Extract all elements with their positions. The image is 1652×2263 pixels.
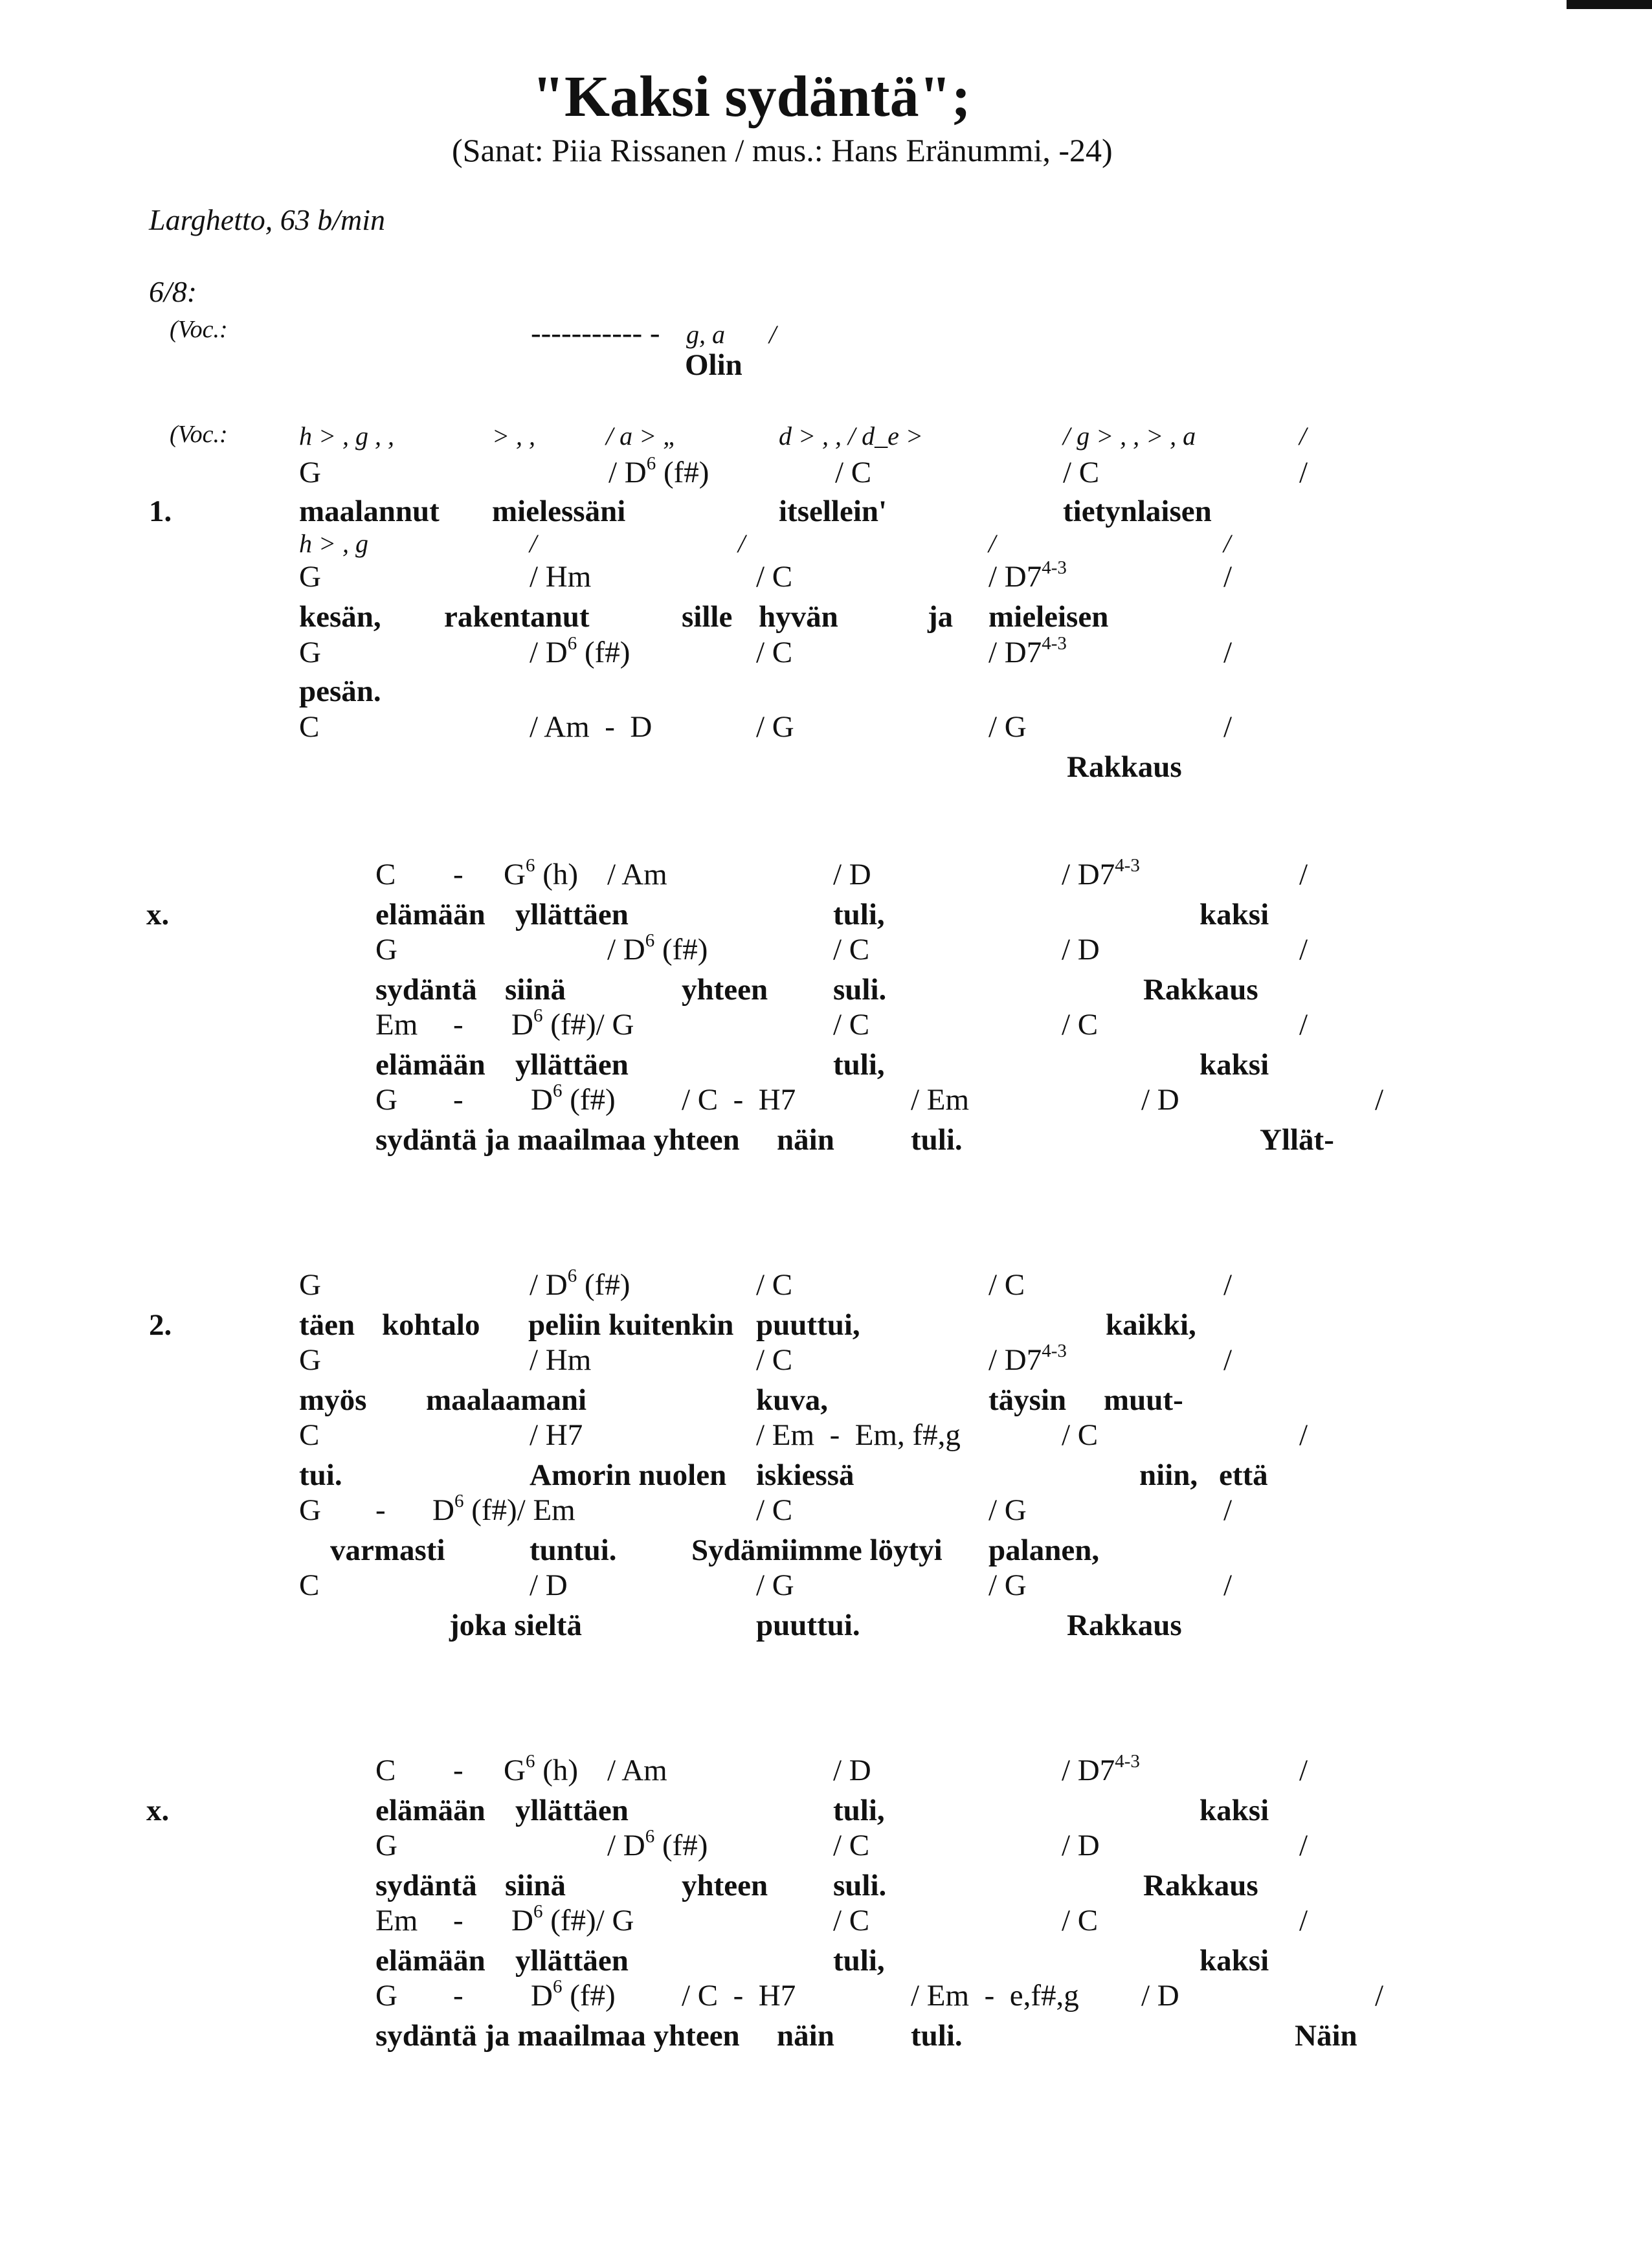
lyric-word: pesän.: [299, 674, 381, 708]
lyric-word: tuli,: [833, 1794, 885, 1827]
chord: / D7$^{4-3}$: [988, 1341, 1067, 1377]
barline: /: [1223, 560, 1233, 594]
chord: / C: [1063, 456, 1100, 489]
lyric-word: sydäntä: [375, 1869, 477, 1902]
chord: C: [375, 858, 396, 891]
chord: C: [299, 1568, 320, 1602]
lyric-word: yllättäen: [515, 1794, 629, 1827]
barline: /: [1299, 933, 1308, 966]
chord: $D^6$ (f#)/ G: [511, 1901, 634, 1937]
chord: G: [299, 1268, 321, 1302]
chord: / $D^6$ (f#): [607, 1826, 708, 1862]
chord: / C: [988, 1268, 1025, 1302]
barline: /: [1299, 1829, 1308, 1862]
chord: G: [299, 636, 321, 669]
chord: / D: [1062, 933, 1100, 966]
chord: / D7$^{4-3}$: [1062, 1751, 1140, 1787]
chord: / Em: [911, 1083, 970, 1117]
lyric-word: peliin kuitenkin: [528, 1308, 734, 1342]
chord: / Am - D: [530, 710, 653, 744]
chord: / D7$^{4-3}$: [988, 557, 1067, 594]
chord: / C - H7: [682, 1979, 796, 2012]
barline: /: [1375, 1979, 1384, 2012]
chord: G: [299, 456, 321, 489]
chord: / G: [988, 710, 1027, 744]
scan-edge-mark: [1567, 0, 1652, 9]
lyric-word: maalannut: [299, 495, 440, 528]
lyric-word: sydäntä: [375, 973, 477, 1007]
chord: / G: [988, 1568, 1027, 1602]
chord: / D: [833, 1754, 871, 1787]
song-credits: (Sanat: Piia Rissanen / mus.: Hans Eränummi, -24): [452, 132, 1113, 168]
barline: /: [1223, 1268, 1233, 1302]
lyric-word: ja: [928, 600, 954, 634]
lyric-word: suli.: [833, 1869, 887, 1902]
lyric-word: Rakkaus: [1143, 973, 1258, 1007]
lyric-word: Sydämiimme löytyi: [691, 1533, 943, 1567]
barline: /: [1299, 1904, 1308, 1937]
lyric-word: Rakkaus: [1067, 1609, 1182, 1642]
chord: / D: [833, 858, 871, 891]
melody-note: / g > , , > , a: [1063, 421, 1196, 451]
barline: /: [1299, 1418, 1308, 1452]
chord: / Am: [607, 1754, 667, 1787]
lyric-word: Näin: [1295, 2019, 1357, 2053]
lyric-word: siinä: [505, 973, 566, 1007]
chord: / G: [988, 1493, 1027, 1527]
chorus-label: x.: [146, 1794, 170, 1827]
lyric-word: kohtalo: [382, 1308, 480, 1342]
barline: /: [1223, 636, 1233, 669]
lyric-word: Amorin nuolen: [530, 1458, 727, 1492]
lyric-word: siinä: [505, 1869, 566, 1902]
lyric-word: mielessäni: [492, 495, 626, 528]
chord: / $D^6$ (f#): [608, 453, 709, 489]
chord-dash: -: [453, 1083, 463, 1117]
lyric-word: kesän,: [299, 600, 381, 634]
chord: / C: [756, 1493, 793, 1527]
chord: / Am: [607, 858, 667, 891]
melody-barline: /: [988, 529, 996, 558]
lyric-word: tuli,: [833, 898, 885, 931]
lyric-word: rakentanut: [444, 600, 590, 634]
lyric-word: maalaamani: [426, 1383, 587, 1417]
chord: / D7$^{4-3}$: [1062, 855, 1140, 891]
melody-note: / a > „: [606, 421, 678, 451]
chord: G: [299, 1493, 321, 1527]
chord: / H7: [530, 1418, 583, 1452]
chord: G: [375, 933, 397, 966]
chord: $G^6$ (h): [504, 1751, 579, 1787]
chord: Em: [375, 1008, 418, 1042]
chord: $D^6$ (f#)/ Em: [432, 1491, 575, 1527]
melody-barline: /: [530, 529, 537, 558]
lyric-word: Yllät-: [1260, 1123, 1334, 1157]
chord: / $D^6$ (f#): [607, 930, 708, 966]
voice-label: (Voc.:: [170, 421, 228, 448]
melody-barline: /: [1223, 529, 1231, 558]
barline: /: [1223, 1343, 1233, 1377]
chord: / Hm: [530, 1343, 592, 1377]
lyric-word: kuva,: [756, 1383, 829, 1417]
chord: / $D^6$ (f#): [530, 633, 631, 669]
chord: / C: [835, 456, 872, 489]
chord: C: [299, 1418, 320, 1452]
melody-barline: /: [738, 529, 746, 558]
melody-note: h > , g: [299, 529, 368, 558]
chord: / C: [756, 1268, 793, 1302]
lyric-word: hyvän: [759, 600, 838, 634]
chord: / C: [833, 1008, 870, 1042]
melody-note: d > , , / d_e >: [779, 421, 923, 451]
barline: /: [1223, 1493, 1233, 1527]
chord: $D^6$ (f#): [531, 1976, 616, 2012]
chord: G: [299, 560, 321, 594]
lyric-word: elämään: [375, 1794, 486, 1827]
lyric-word: joka sieltä: [449, 1609, 582, 1642]
barline: /: [1299, 456, 1308, 489]
chorus-label: x.: [146, 898, 170, 931]
chord-dash: -: [453, 1904, 463, 1937]
lyric-word: palanen,: [988, 1533, 1100, 1567]
chord: $D^6$ (f#): [531, 1080, 616, 1117]
chord: $G^6$ (h): [504, 855, 579, 891]
chord: / C: [1062, 1904, 1099, 1937]
chord: / C: [833, 1829, 870, 1862]
lyric-word: mieleisen: [988, 600, 1109, 634]
lyric-word: tui.: [299, 1458, 342, 1492]
tempo-marking: Larghetto, 63 b/min: [149, 203, 386, 236]
chord: G: [375, 1829, 397, 1862]
chord: / C: [833, 1904, 870, 1937]
chord: / Em - e,f#,g: [911, 1979, 1079, 2012]
chord: / $D^6$ (f#): [530, 1265, 631, 1302]
melody-barline: /: [1299, 421, 1307, 451]
chord: C: [375, 1754, 396, 1787]
lyric-word: yhteen: [682, 1869, 768, 1902]
lyric-word: elämään: [375, 898, 486, 931]
lyric-word: näin: [777, 2019, 834, 2053]
lyric-word: elämään: [375, 1944, 486, 1978]
melody-note: > , ,: [492, 421, 535, 451]
chord-dash: -: [453, 1008, 463, 1042]
lyric-word: Rakkaus: [1143, 1869, 1258, 1902]
chord: / D: [530, 1568, 568, 1602]
pickup-melody-notes: g, a: [686, 320, 725, 349]
barline: /: [1299, 1754, 1308, 1787]
lyric-word: muut-: [1104, 1383, 1183, 1417]
pickup-rest-dashes: ----------- -: [531, 317, 660, 350]
lyric-word: että: [1219, 1458, 1268, 1492]
chord: / Em - Em, f#,g: [756, 1418, 961, 1452]
chord: / C: [756, 560, 793, 594]
lyric-word: myös: [299, 1383, 367, 1417]
chord: / C - H7: [682, 1083, 796, 1117]
lyric-word: elämään: [375, 1048, 486, 1082]
lyric-word: sydäntä ja maailmaa yhteen: [375, 2019, 740, 2053]
pickup-lyric: Olin: [685, 348, 742, 382]
barline: /: [1299, 1008, 1308, 1042]
lyric-word: varmasti: [330, 1533, 445, 1567]
chord: G: [375, 1979, 397, 2012]
verse-number: 1.: [149, 495, 172, 528]
time-signature: 6/8:: [149, 275, 197, 308]
chord: / C: [1062, 1418, 1099, 1452]
chord-dash: -: [453, 1979, 463, 2012]
lyric-word: täysin: [988, 1383, 1067, 1417]
lyric-word: kaksi: [1200, 898, 1269, 931]
chord: $D^6$ (f#)/ G: [511, 1005, 634, 1042]
chord: / C: [833, 933, 870, 966]
lyric-word: yllättäen: [515, 1048, 629, 1082]
lyric-word: näin: [777, 1123, 834, 1157]
chord: / D: [1141, 1979, 1179, 2012]
barline: /: [1375, 1083, 1384, 1117]
chord: / D: [1062, 1829, 1100, 1862]
chord: / C: [756, 1343, 793, 1377]
lyric-word: iskiessä: [756, 1458, 854, 1492]
lyric-word: tuntui.: [530, 1533, 617, 1567]
lyric-word: kaksi: [1200, 1944, 1269, 1978]
chord-dash: -: [453, 858, 463, 891]
chord: C: [299, 710, 320, 744]
chord: G: [299, 1343, 321, 1377]
chord-dash: -: [375, 1493, 386, 1527]
lyric-word: niin,: [1139, 1458, 1198, 1492]
lyric-word: tuli,: [833, 1944, 885, 1978]
chord: / D7$^{4-3}$: [988, 633, 1067, 669]
melody-note: h > , g , ,: [299, 421, 394, 451]
lyric-word: yhteen: [682, 973, 768, 1007]
lyric-word: puuttui,: [756, 1308, 860, 1342]
lyric-word: sille: [682, 600, 733, 634]
lyric-word: suli.: [833, 973, 887, 1007]
barline: /: [1223, 1568, 1233, 1602]
chord: / Hm: [530, 560, 592, 594]
chord: / D: [1141, 1083, 1179, 1117]
lyric-word: sydäntä ja maailmaa yhteen: [375, 1123, 740, 1157]
lyric-word: kaksi: [1200, 1048, 1269, 1082]
chord: / G: [756, 710, 794, 744]
chord-dash: -: [453, 1754, 463, 1787]
chord: Em: [375, 1904, 418, 1937]
lyric-word: yllättäen: [515, 1944, 629, 1978]
lyric-word: tuli,: [833, 1048, 885, 1082]
lyric-word: puuttui.: [756, 1609, 860, 1642]
lyric-word: kaikki,: [1106, 1308, 1196, 1342]
lyric-word: tuli.: [911, 1123, 963, 1157]
song-title: "Kaksi sydäntä";: [532, 65, 971, 129]
chord: / G: [756, 1568, 794, 1602]
barline: /: [1299, 858, 1308, 891]
lyric-word: tuli.: [911, 2019, 963, 2053]
chord: / C: [756, 636, 793, 669]
lyric-word: täen: [299, 1308, 355, 1342]
lyric-word: Rakkaus: [1067, 750, 1182, 784]
voice-label: (Voc.:: [170, 316, 228, 343]
lyric-word: itsellein': [779, 495, 887, 528]
lyric-word: tietynlaisen: [1063, 495, 1212, 528]
chord: G: [375, 1083, 397, 1117]
barline: /: [1223, 710, 1233, 744]
verse-number: 2.: [149, 1308, 172, 1342]
lyric-word: kaksi: [1200, 1794, 1269, 1827]
lyric-word: yllättäen: [515, 898, 629, 931]
chord: / C: [1062, 1008, 1099, 1042]
pickup-barline: /: [769, 320, 777, 349]
